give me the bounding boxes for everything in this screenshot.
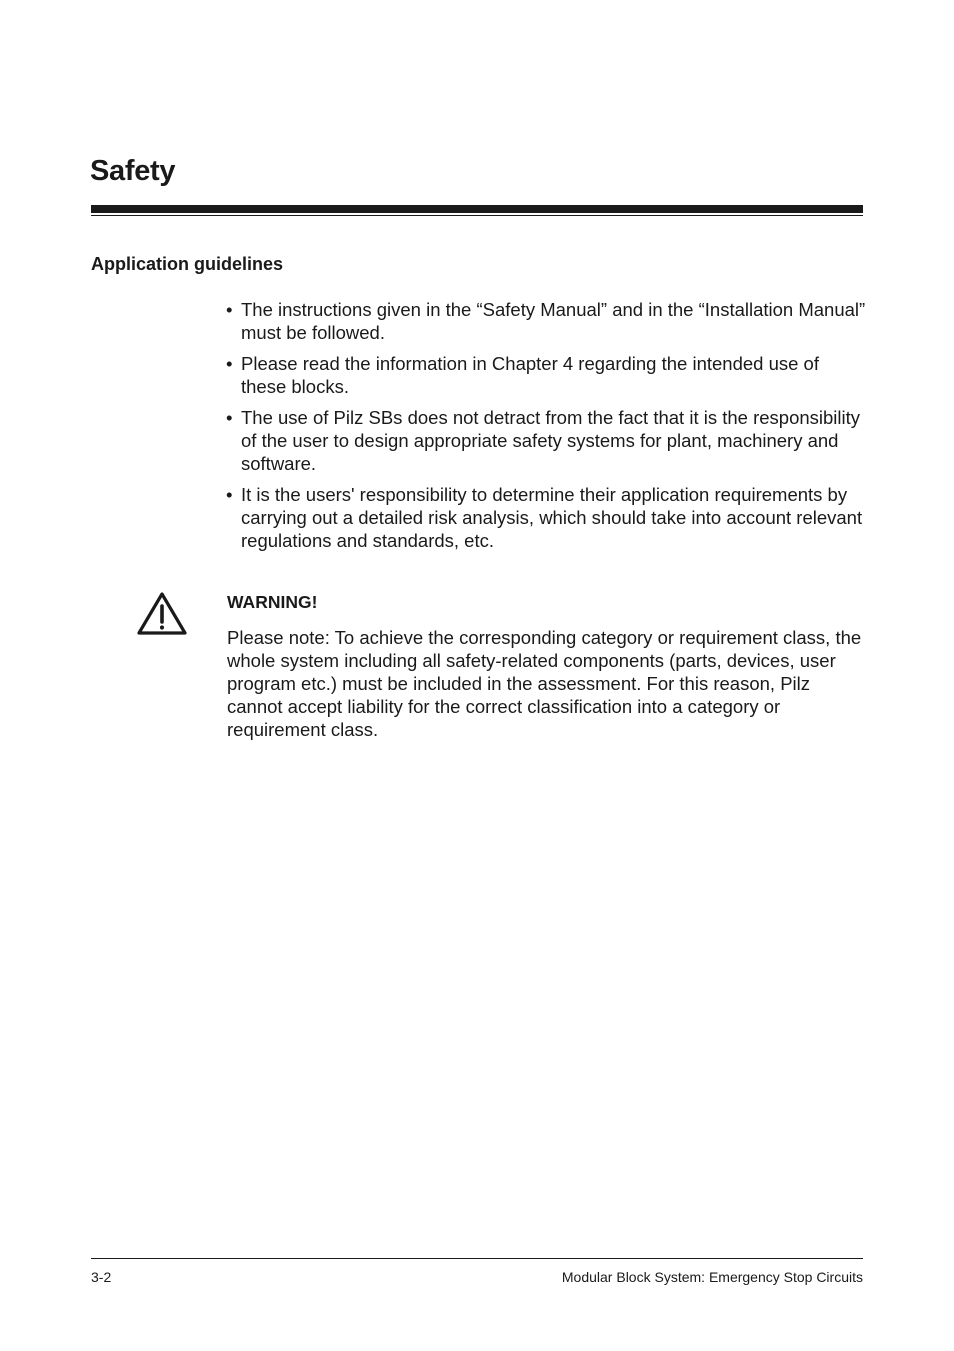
list-item-text: It is the users' responsibility to determine their application requirements by carrying out a detailed risk analysis, which should take into account relevant regulations and standards, etc. (241, 484, 863, 551)
bullet: • (226, 299, 233, 320)
footer-document-title: Modular Block System: Emergency Stop Circuits (561, 1269, 863, 1285)
bullet: • (226, 484, 233, 505)
bullet: • (226, 353, 233, 374)
list-item-text: Please read the information in Chapter 4 regarding the intended use of these blocks. (241, 353, 819, 397)
bullet: • (226, 407, 233, 428)
header-rule-thin (91, 215, 863, 216)
section-heading: Application guidelines (91, 254, 284, 274)
warning-title: WARNING! (227, 592, 318, 612)
list-item (226, 483, 866, 552)
list-item (226, 352, 866, 398)
warning-text: Please note: To achieve the corresponding category or requirement class, the whole system including all safety-related components (parts, devices, user program etc.) must be included in the assessment. For this reason, Pilz cannot accept liability for the correct classification into a category or requirement class. (227, 627, 862, 740)
list-item-text: The instructions given in the “Safety Manual” and in the “Installation Manual” must be followed. (241, 299, 866, 343)
warning-triangle-icon (136, 590, 188, 636)
header-rule-thick (91, 205, 863, 213)
page-number: 3-2 (91, 1269, 112, 1285)
list-item (226, 298, 866, 344)
list-item (226, 406, 866, 475)
list-item-text: The use of Pilz SBs does not detract from the fact that it is the responsibility of the user to design appropriate safety systems for plant, machinery and software. (241, 407, 861, 474)
footer-rule (91, 1258, 863, 1259)
chapter-title: Safety (90, 155, 176, 187)
guidelines-list (226, 298, 866, 560)
